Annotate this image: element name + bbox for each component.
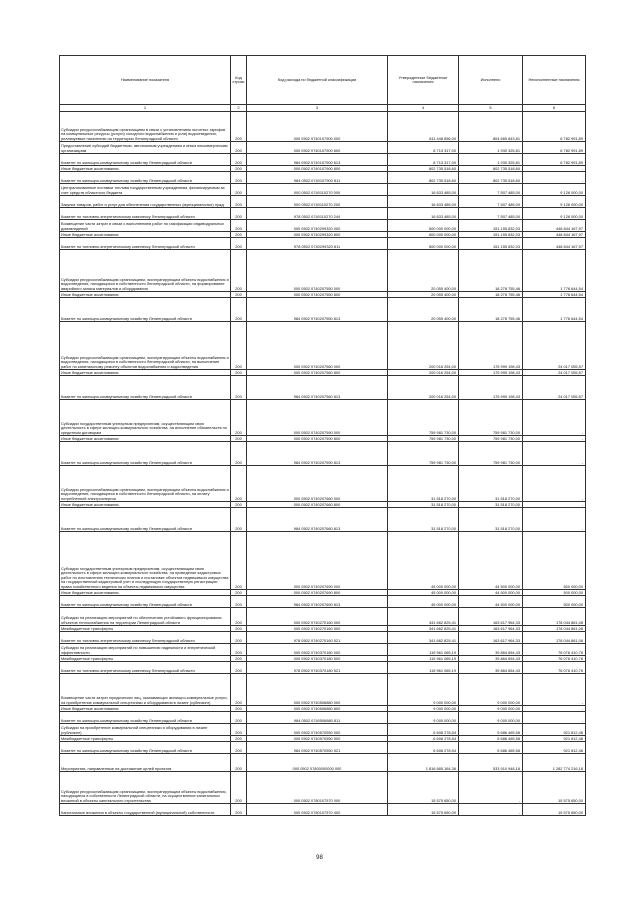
row-unexecuted: 76 076 410,76 [523, 644, 586, 656]
row-executed: 804 665 843,81 [459, 112, 523, 142]
row-name: Комитет по жилищно-коммунальному хозяйству Ленинградской области [60, 172, 231, 184]
row-line-code: 200 [231, 196, 247, 208]
row-classification-code: 000 0502 0740299320 000 [247, 220, 388, 232]
row-approved: 200 016 254,00 [388, 376, 459, 400]
row-name: Комитет по топливно-энергетическому комплексу Ленинградской области [60, 238, 231, 250]
row-classification-code: 000 0502 0740506880 800 [247, 706, 388, 712]
header-row [60, 56, 586, 105]
row-unexecuted: 15 575 650,00 [523, 804, 586, 816]
row-executed: 533 910 948,18 [459, 754, 523, 772]
row-executed: 9 000 000,00 [459, 674, 523, 706]
row-approved: 15 575 650,00 [388, 804, 459, 816]
row-unexecuted: 921 812,46 [523, 742, 586, 754]
row-classification-code: 000 0502 0780107570 400 [247, 804, 388, 816]
row-unexecuted: 178 044 861,08 [523, 632, 586, 644]
row-classification-code: 978 0502 0740370180 521 [247, 662, 388, 674]
row-line-code: 200 [231, 238, 247, 250]
table-row [60, 196, 586, 208]
row-line-code: 200 [231, 142, 247, 154]
row-line-code: 200 [231, 662, 247, 674]
row-name: Закупка товаров, работ и услуг для обеспечения государственных (муниципальных) нужд [60, 196, 231, 208]
row-name: Субсидии ресурсоснабжающим организациям в связи с установлением льготных тарифов на коммунальные ресурсы (услуги) холодного водоснабжения и (или) водоотведения, реализуемые населению на территории Ленинградской области [60, 112, 231, 142]
row-line-code: 200 [231, 436, 247, 442]
row-classification-code: 984 0502 0740506880 811 [247, 712, 388, 724]
row-name: Иные бюджетные ассигнования [60, 436, 231, 442]
row-line-code: 200 [231, 508, 247, 532]
row-approved: 9 000 000,00 [388, 674, 459, 706]
row-line-code: 200 [231, 656, 247, 662]
row-classification-code: 000 0502 0740299320 800 [247, 232, 388, 238]
row-unexecuted: - [523, 508, 586, 532]
row-unexecuted: 448 844 167,97 [523, 238, 586, 250]
row-unexecuted: 178 044 861,08 [523, 626, 586, 632]
row-line-code: 200 [231, 632, 247, 644]
row-name: Межбюджетные трансферты [60, 736, 231, 742]
row-executed: 151 155 832,03 [459, 220, 523, 232]
row-name: Межбюджетные трансферты [60, 656, 231, 662]
row-executed: 759 981 730,00 [459, 400, 523, 436]
row-classification-code: 000 0502 0740570550 000 [247, 724, 388, 736]
row-line-code: 200 [231, 466, 247, 502]
row-executed: 18 278 755,46 [459, 250, 523, 292]
row-executed: 7 507 485,00 [459, 196, 523, 208]
row-line-code: 200 [231, 322, 247, 370]
table-row [60, 442, 586, 466]
row-name: Мероприятия, направленные на достижение целей проектов [60, 754, 231, 772]
row-classification-code: 000 0502 0740207660 800 [247, 502, 388, 508]
row-executed: 175 999 198,43 [459, 322, 523, 370]
row-line-code: 200 [231, 706, 247, 712]
row-approved: 200 016 254,00 [388, 370, 459, 376]
row-name: Возмещение части затрат юридических лиц, оказывающих жилищно-коммунальные услуги, на приобретение коммунальной спецтехники и оборудования в лизинг (сублизинг) [60, 674, 231, 706]
row-unexecuted: 6 782 991,89 [523, 154, 586, 166]
col-number: 5 [459, 105, 523, 112]
table-row [60, 142, 586, 154]
row-classification-code: 000 0502 0740207590 800 [247, 436, 388, 442]
row-unexecuted: 24 017 055,57 [523, 370, 586, 376]
row-approved: 15 575 650,00 [388, 772, 459, 804]
table-row [60, 220, 586, 232]
table-row [60, 322, 586, 370]
row-approved: 341 662 825,41 [388, 626, 459, 632]
row-executed: 31 518 270,00 [459, 502, 523, 508]
row-unexecuted: 9 126 000,00 [523, 184, 586, 196]
row-line-code: 200 [231, 502, 247, 508]
row-line-code: 200 [231, 724, 247, 736]
row-line-code: 200 [231, 232, 247, 238]
row-line-code: 200 [231, 172, 247, 184]
row-executed: 18 278 755,46 [459, 298, 523, 322]
row-executed: 39 884 654,43 [459, 656, 523, 662]
row-name: Комитет по жилищно-коммунальному хозяйству Ленинградской области [60, 298, 231, 322]
row-classification-code: 984 0502 0740107900 811 [247, 172, 388, 184]
row-executed: 151 155 832,03 [459, 238, 523, 250]
row-classification-code: 000 0502 0740207560 000 [247, 322, 388, 370]
row-line-code: 200 [231, 220, 247, 232]
row-classification-code: 000 0502 0740270160 000 [247, 608, 388, 626]
table-row [60, 172, 586, 184]
row-unexecuted: 24 017 055,57 [523, 376, 586, 400]
row-approved: 31 518 270,00 [388, 508, 459, 532]
row-executed: 802 735 518,60 [459, 172, 523, 184]
row-executed: 39 884 654,43 [459, 644, 523, 656]
row-name: Субсидии ресурсоснабжающим организациям, эксплуатирующим объекты водоснабжения и водоотведения, находящиеся в собственности Ленинградской области, на формирование аварийного запаса материалов и оборудования [60, 250, 231, 292]
row-line-code: 200 [231, 644, 247, 656]
row-line-code: 200 [231, 166, 247, 172]
row-unexecuted: 500 000,00 [523, 532, 586, 590]
row-line-code: 200 [231, 184, 247, 196]
table-row [60, 376, 586, 400]
row-classification-code: 000 0502 07800000000 000 [247, 754, 388, 772]
row-approved: 9 000 000,00 [388, 706, 459, 712]
row-approved: 16 633 485,00 [388, 196, 459, 208]
row-approved: 115 961 065,19 [388, 656, 459, 662]
row-unexecuted: 1 282 774 216,18 [523, 754, 586, 772]
row-name: Иные бюджетные ассигнования [60, 706, 231, 712]
row-unexecuted: - [523, 166, 586, 172]
col-number: 2 [231, 105, 247, 112]
row-classification-code: 984 0502 0740207590 813 [247, 442, 388, 466]
row-approved: 600 000 000,00 [388, 220, 459, 232]
row-classification-code: 984 0502 0740207560 813 [247, 376, 388, 400]
row-line-code: 200 [231, 590, 247, 596]
col-number: 3 [247, 105, 388, 112]
row-name: Субсидии ресурсоснабжающим организациям, эксплуатирующим объекты водоснабжения, находящиеся в собственности Ленинградской области, на осуществление капитальных вложений в объекты капитального строительства [60, 772, 231, 804]
row-name: Комитет по топливно-энергетическому комплексу Ленинградской области [60, 208, 231, 220]
row-executed: 39 884 654,43 [459, 662, 523, 674]
table-row [60, 112, 586, 142]
table-row [60, 154, 586, 166]
row-classification-code: 984 0502 0740207690 813 [247, 596, 388, 608]
row-unexecuted: 1 776 644,54 [523, 298, 586, 322]
row-unexecuted: 500 000,00 [523, 596, 586, 608]
row-executed: 5 686 465,58 [459, 736, 523, 742]
row-name: Комитет по топливно-энергетическому комплексу Ленинградской области [60, 662, 231, 674]
table-row [60, 508, 586, 532]
row-name: Иные бюджетные ассигнования [60, 166, 231, 172]
row-name: Субсидии государственным унитарным предприятиям, осуществляющим свою деятельность в сфере жилищно-коммунального хозяйства, на проведение кадастровых работ по изготовлению технических планов и постановке объектов недвижимого имущества на государственный кадастровый учет и последующую государственную регистрацию права хозяйственного ведения на объекты недвижимого имущества [60, 532, 231, 590]
table-row [60, 238, 586, 250]
row-unexecuted: - [523, 712, 586, 724]
row-executed: 9 000 000,00 [459, 712, 523, 724]
row-classification-code: 000 0502 0740207590 000 [247, 400, 388, 436]
table-row [60, 644, 586, 656]
row-name: Субсидии на реализацию мероприятий по повышению надежности и энергетической эффективности [60, 644, 231, 656]
table-row [60, 298, 586, 322]
budget-execution-table [59, 55, 586, 816]
table-row [60, 724, 586, 736]
row-approved: 45 000 000,00 [388, 590, 459, 596]
row-classification-code: 000 0502 0740110270 000 [247, 184, 388, 196]
row-classification-code: 000 0502 0740107900 600 [247, 142, 388, 154]
col-header-line-code: Код строки [231, 56, 247, 105]
row-line-code: 200 [231, 376, 247, 400]
row-classification-code: 978 0502 0740110270 244 [247, 208, 388, 220]
row-classification-code: 978 0502 0740299320 811 [247, 238, 388, 250]
row-approved: 759 981 730,00 [388, 442, 459, 466]
row-unexecuted: - [523, 400, 586, 436]
row-executed: 175 999 198,43 [459, 376, 523, 400]
row-line-code: 200 [231, 400, 247, 436]
row-line-code: 200 [231, 112, 247, 142]
row-unexecuted: 24 017 055,57 [523, 322, 586, 370]
row-unexecuted: 76 076 410,76 [523, 662, 586, 674]
row-classification-code: 000 0502 0740207560 800 [247, 370, 388, 376]
row-classification-code: 000 0502 0740370180 500 [247, 656, 388, 662]
row-line-code: 200 [231, 772, 247, 804]
row-executed: 5 686 465,58 [459, 742, 523, 754]
row-approved: 20 055 400,00 [388, 292, 459, 298]
table-row [60, 608, 586, 626]
row-approved: 8 713 317,00 [388, 142, 459, 154]
row-unexecuted: 6 782 991,89 [523, 112, 586, 142]
row-name: Предоставление субсидий бюджетным, автономным учреждениям и иным некоммерческим организациям [60, 142, 231, 154]
row-classification-code: 000 0502 0780107570 000 [247, 772, 388, 804]
row-unexecuted: 500 000,00 [523, 590, 586, 596]
row-classification-code: 000 0502 0740107900 000 [247, 112, 388, 142]
table-row [60, 632, 586, 644]
row-unexecuted: - [523, 466, 586, 502]
row-approved: 6 608 278,54 [388, 742, 459, 754]
report-sheet [59, 55, 585, 816]
row-unexecuted: 6 782 991,89 [523, 142, 586, 154]
row-name: Субсидии ресурсоснабжающим организациям, эксплуатирующим объекты водоснабжения и водоотведения, находящиеся в собственности Ленинградской области, на выполнение работ по капитальному ремонту объектов водоснабжения и водоотведения [60, 322, 231, 370]
row-line-code: 200 [231, 626, 247, 632]
row-name: Комитет по жилищно-коммунальному хозяйству Ленинградской области [60, 376, 231, 400]
row-name: Иные бюджетные ассигнования [60, 590, 231, 596]
row-name: Межбюджетные трансферты [60, 626, 231, 632]
row-approved: 811 448 856,00 [388, 112, 459, 142]
row-approved: 31 518 270,00 [388, 502, 459, 508]
row-name: Комитет по жилищно-коммунальному хозяйству Ленинградской области [60, 596, 231, 608]
row-unexecuted: 9 126 000,00 [523, 208, 586, 220]
table-row [60, 466, 586, 502]
row-approved: 45 000 000,00 [388, 532, 459, 590]
row-name: Комитет по жилищно-коммунальному хозяйству Ленинградской области [60, 154, 231, 166]
row-executed: 175 999 198,43 [459, 370, 523, 376]
col-header-name: Наименование показателя [60, 56, 231, 105]
row-unexecuted: - [523, 706, 586, 712]
table-row [60, 662, 586, 674]
row-executed: - [459, 772, 523, 804]
row-name: Возмещение части затрат в связи с выполнением работ по газификации индивидуальных домовладений [60, 220, 231, 232]
row-classification-code: 984 0502 0740107900 613 [247, 154, 388, 166]
row-executed: 31 518 270,00 [459, 508, 523, 532]
row-unexecuted: 921 812,46 [523, 724, 586, 736]
col-header-unexecuted: Неисполненные назначения [523, 56, 586, 105]
row-executed: 7 507 485,00 [459, 208, 523, 220]
row-executed: 163 617 964,33 [459, 626, 523, 632]
row-name: Субсидии ресурсоснабжающим организациям, эксплуатирующим объекты водоснабжения и водоотведения, находящиеся в собственности Ленинградской области, на оплату потребленной электроэнергии [60, 466, 231, 502]
row-line-code: 200 [231, 250, 247, 292]
row-classification-code: 978 0502 0740270160 521 [247, 632, 388, 644]
row-executed: 44 500 000,00 [459, 532, 523, 590]
col-number: 6 [523, 105, 586, 112]
row-classification-code: 000 0502 0740207550 000 [247, 250, 388, 292]
row-classification-code: 984 0502 0740570550 521 [247, 742, 388, 754]
row-executed: 759 981 730,00 [459, 442, 523, 466]
row-unexecuted: 15 575 650,00 [523, 772, 586, 804]
page-number: 98 [316, 855, 323, 861]
row-line-code: 200 [231, 804, 247, 816]
row-approved: 6 608 278,54 [388, 724, 459, 736]
row-unexecuted: 448 844 167,97 [523, 232, 586, 238]
row-unexecuted: - [523, 502, 586, 508]
row-classification-code: 000 0502 0740370180 000 [247, 644, 388, 656]
row-name: Субсидии на приобретение коммунальной спецтехники и оборудования в лизинг (сублизинг) [60, 724, 231, 736]
row-approved: 20 055 400,00 [388, 298, 459, 322]
row-approved: 341 662 825,41 [388, 632, 459, 644]
col-header-approved: Утвержденные бюджетные назначения [388, 56, 459, 105]
row-approved: 802 735 518,60 [388, 166, 459, 172]
row-executed: 5 686 465,58 [459, 724, 523, 736]
row-name: Субсидии государственным унитарным предприятиям, осуществляющим свою деятельность в сфере жилищно-коммунального хозяйства, на исполнение обязательств по кредитным договорам [60, 400, 231, 436]
row-classification-code: 000 0502 0740207690 800 [247, 590, 388, 596]
row-name: Иные бюджетные ассигнования [60, 370, 231, 376]
row-unexecuted: 921 812,46 [523, 736, 586, 742]
row-approved: 1 816 685 164,36 [388, 754, 459, 772]
row-executed: 163 617 964,33 [459, 632, 523, 644]
row-name: Комитет по жилищно-коммунальному хозяйству Ленинградской области [60, 712, 231, 724]
row-approved: 200 016 254,00 [388, 322, 459, 370]
row-classification-code: 000 0502 0740110270 200 [247, 196, 388, 208]
row-approved: 115 961 065,19 [388, 662, 459, 674]
col-header-classification-code: Код расхода по бюджетной классификации [247, 56, 388, 105]
col-number: 1 [60, 105, 231, 112]
row-line-code: 200 [231, 674, 247, 706]
header-number-row [60, 105, 586, 112]
row-name: Комитет по жилищно-коммунальному хозяйству Ленинградской области [60, 742, 231, 754]
row-name: Комитет по жилищно-коммунальному хозяйству Ленинградской области [60, 442, 231, 466]
table-row [60, 804, 586, 816]
row-line-code: 200 [231, 292, 247, 298]
row-classification-code: 984 0502 0740207550 813 [247, 298, 388, 322]
table-row [60, 712, 586, 724]
row-approved: 31 518 270,00 [388, 466, 459, 502]
row-classification-code: 000 0502 0740207690 000 [247, 532, 388, 590]
col-number: 4 [388, 105, 459, 112]
row-executed: 151 155 832,03 [459, 232, 523, 238]
row-executed: 163 617 964,33 [459, 608, 523, 626]
row-approved: 20 055 400,00 [388, 250, 459, 292]
row-classification-code: 984 0502 0740207660 813 [247, 508, 388, 532]
row-approved: 341 662 825,41 [388, 608, 459, 626]
row-unexecuted: 9 126 000,00 [523, 196, 586, 208]
row-unexecuted: - [523, 674, 586, 706]
row-approved: 45 000 000,00 [388, 596, 459, 608]
row-unexecuted: 1 776 644,54 [523, 250, 586, 292]
row-line-code: 200 [231, 154, 247, 166]
table-row [60, 400, 586, 436]
table-row [60, 742, 586, 754]
row-name: Капитальные вложения в объекты государственной (муниципальной) собственности [60, 804, 231, 816]
row-approved: 115 961 065,19 [388, 644, 459, 656]
row-line-code: 200 [231, 532, 247, 590]
row-classification-code: 000 0502 0740570550 500 [247, 736, 388, 742]
row-line-code: 200 [231, 754, 247, 772]
row-executed: 44 500 000,00 [459, 590, 523, 596]
table-row [60, 532, 586, 590]
row-unexecuted: - [523, 172, 586, 184]
table-row [60, 596, 586, 608]
row-unexecuted: 76 076 410,76 [523, 656, 586, 662]
table-row [60, 184, 586, 196]
row-line-code: 200 [231, 596, 247, 608]
table-row [60, 250, 586, 292]
row-unexecuted: 448 844 167,97 [523, 220, 586, 232]
row-approved: 9 000 000,00 [388, 712, 459, 724]
row-name: Иные бюджетные ассигнования [60, 502, 231, 508]
row-executed: 1 930 325,81 [459, 142, 523, 154]
row-line-code: 200 [231, 742, 247, 754]
row-line-code: 200 [231, 208, 247, 220]
row-executed: 802 735 518,60 [459, 166, 523, 172]
row-executed: - [459, 804, 523, 816]
row-name: Субсидии на реализацию мероприятий по обеспечению устойчивого функционирования объектов теплоснабжения на территории Ленинградской области [60, 608, 231, 626]
row-executed: 759 981 730,00 [459, 436, 523, 442]
row-unexecuted: - [523, 442, 586, 466]
row-approved: 6 608 278,54 [388, 736, 459, 742]
row-unexecuted: 178 044 861,08 [523, 608, 586, 626]
row-name: Иные бюджетные ассигнования [60, 232, 231, 238]
row-approved: 600 000 000,00 [388, 238, 459, 250]
table-row [60, 674, 586, 706]
row-approved: 16 633 485,00 [388, 208, 459, 220]
row-name: Комитет по жилищно-коммунальному хозяйству Ленинградской области [60, 508, 231, 532]
row-classification-code: 000 0502 0740207660 000 [247, 466, 388, 502]
row-line-code: 200 [231, 608, 247, 626]
row-unexecuted: 1 776 644,54 [523, 292, 586, 298]
row-classification-code: 000 0502 0740207550 800 [247, 292, 388, 298]
row-approved: 759 981 730,00 [388, 436, 459, 442]
row-approved: 802 735 518,60 [388, 172, 459, 184]
row-unexecuted: - [523, 436, 586, 442]
row-name: Централизованные поставки топлива государственным учреждениям, финансируемым за счет средств областного бюджета [60, 184, 231, 196]
row-classification-code: 000 0502 0740506880 000 [247, 674, 388, 706]
table-row [60, 772, 586, 804]
row-approved: 16 633 485,00 [388, 184, 459, 196]
row-line-code: 200 [231, 298, 247, 322]
row-line-code: 200 [231, 712, 247, 724]
row-name: Иные бюджетные ассигнования [60, 292, 231, 298]
row-executed: 18 278 755,46 [459, 292, 523, 298]
row-line-code: 200 [231, 736, 247, 742]
table-row [60, 754, 586, 772]
row-executed: 44 500 000,00 [459, 596, 523, 608]
row-executed: 9 000 000,00 [459, 706, 523, 712]
table-row [60, 208, 586, 220]
row-approved: 759 981 730,00 [388, 400, 459, 436]
row-executed: 1 930 325,81 [459, 154, 523, 166]
row-approved: 8 713 317,00 [388, 154, 459, 166]
row-classification-code: 000 0502 0740107900 800 [247, 166, 388, 172]
col-header-executed: Исполнено [459, 56, 523, 105]
row-executed: 7 507 485,00 [459, 184, 523, 196]
row-executed: 31 518 270,00 [459, 466, 523, 502]
row-approved: 600 000 000,00 [388, 232, 459, 238]
row-line-code: 200 [231, 442, 247, 466]
row-line-code: 200 [231, 370, 247, 376]
row-classification-code: 000 0502 0740270160 500 [247, 626, 388, 632]
row-name: Комитет по топливно-энергетическому комплексу Ленинградской области [60, 632, 231, 644]
